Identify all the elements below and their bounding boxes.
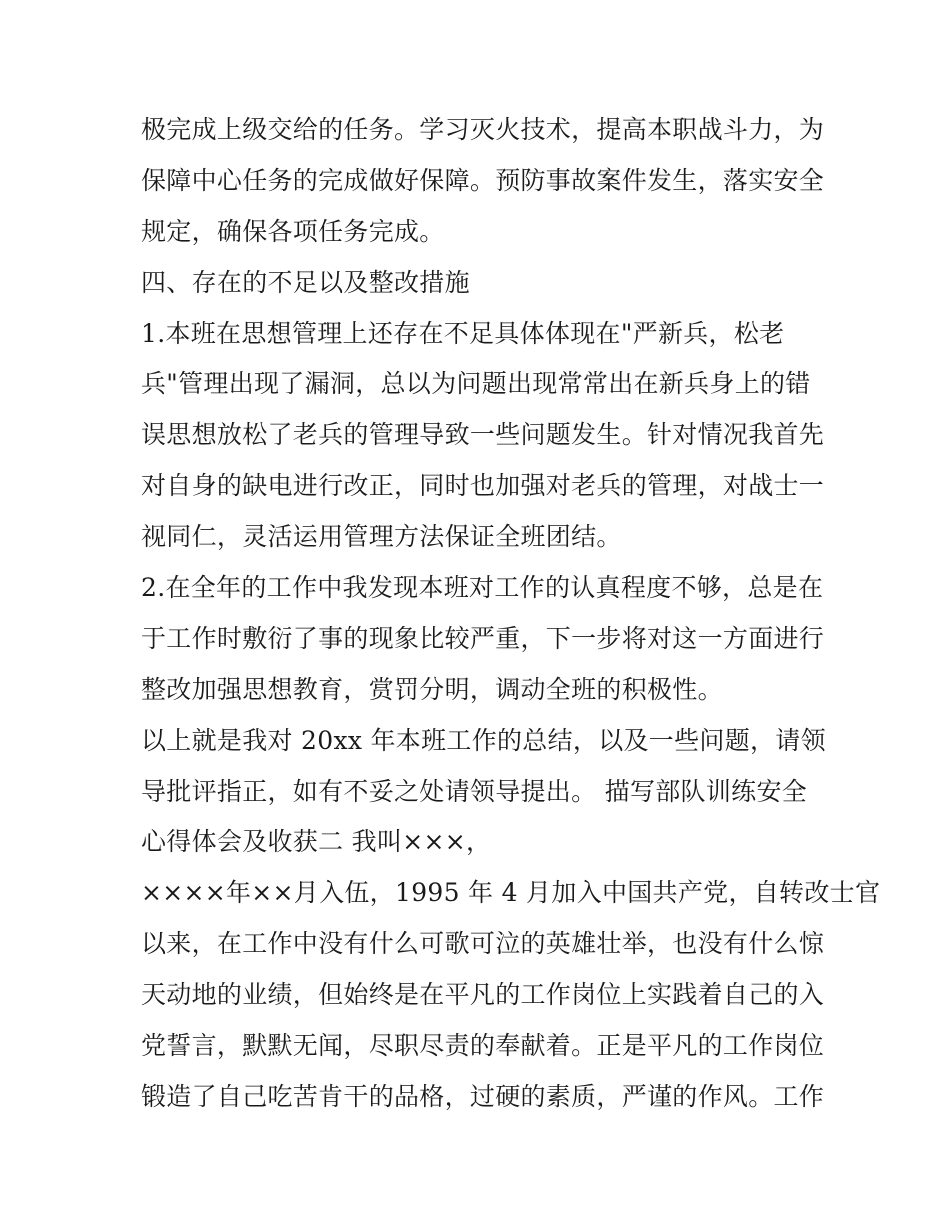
text-line: 以上就是我对 20xx 年本班工作的总结，以及一些问题，请领: [141, 725, 826, 755]
text-line: 导批评指正，如有不妥之处请领导提出。 描写部队训练安全: [141, 776, 808, 806]
body-text: [141, 105, 881, 1123]
text-line: 误思想放松了老兵的管理导致一些问题发生。针对情况我首先: [141, 420, 825, 450]
text-line: 锻造了自己吃苦肯干的品格，过硬的素质，严谨的作风。工作: [141, 1081, 825, 1111]
text-line: 兵"管理出现了漏洞，总以为问题出现常常出在新兵身上的错: [141, 369, 811, 399]
text-line: 天动地的业绩，但始终是在平凡的工作岗位上实践着自己的入: [141, 980, 825, 1010]
text-line: 2.在全年的工作中我发现本班对工作的认真程度不够，总是在: [141, 573, 824, 603]
text-line: 整改加强思想教育，赏罚分明，调动全班的积极性。: [141, 674, 723, 704]
section-heading: 四、存在的不足以及整改措施: [141, 267, 470, 297]
text-line: 保障中心任务的完成做好保障。预防事故案件发生，落实安全: [141, 165, 825, 195]
text-line: 对自身的缺电进行改正，同时也加强对老兵的管理，对战士一: [141, 471, 825, 501]
text-line: 视同仁，灵活运用管理方法保证全班团结。: [141, 522, 622, 552]
text-line: ××××年××月入伍，1995 年 4 月加入中国共产党，自转改士官: [141, 878, 881, 908]
text-line: 极完成上级交给的任务。学习灭火技术，提高本职战斗力，为: [141, 115, 825, 144]
text-line: 党誓言，默默无闻，尽职尽责的奉献着。正是平凡的工作岗位: [141, 1031, 825, 1061]
text-line: 1.本班在思想管理上还存在不足具体体现在"严新兵，松老: [141, 318, 785, 348]
text-line: 以来，在工作中没有什么可歌可泣的英雄壮举，也没有什么惊: [141, 929, 825, 959]
text-line: 规定，确保各项任务完成。: [141, 216, 445, 246]
text-line: 于工作时敷衍了事的现象比较严重，下一步将对这一方面进行: [141, 623, 825, 653]
text-line: 心得体会及收获二 我叫×××，: [141, 827, 492, 857]
